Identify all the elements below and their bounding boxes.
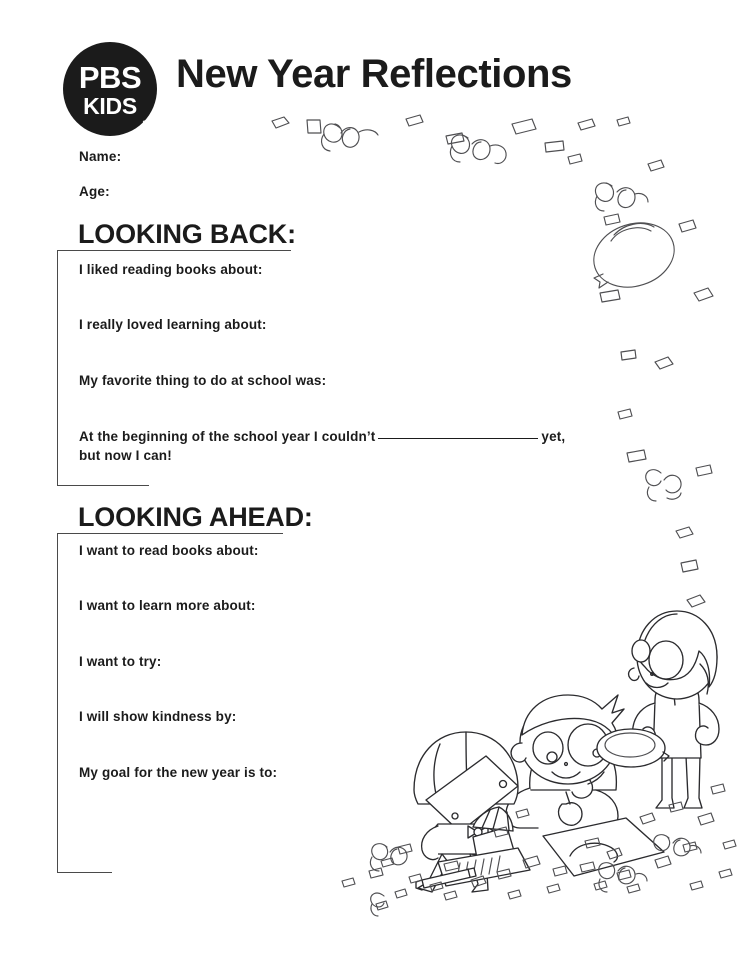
bracket-left-rule	[57, 250, 58, 485]
paper-sheet	[473, 827, 517, 869]
bracket-top-rule	[57, 250, 291, 251]
streamer-curl-icon	[646, 470, 681, 501]
prompt-text-before: At the beginning of the school year I couldn’t	[79, 429, 376, 444]
prompt-want-read-books: I want to read books about:	[79, 543, 259, 558]
fill-in-blank-line[interactable]	[378, 438, 538, 439]
girl-leaning-figure	[414, 732, 518, 892]
prompt-want-to-try: I want to try:	[79, 654, 162, 669]
prompt-goal-new-year: My goal for the new year is to:	[79, 765, 278, 780]
paper-lines	[457, 856, 500, 879]
age-field-label: Age:	[79, 184, 110, 199]
prompt-liked-reading-books: I liked reading books about:	[79, 262, 263, 277]
logo-text-pbs: PBS	[78, 60, 142, 95]
paper-sheet	[543, 818, 664, 876]
streamer-curl-icon	[599, 863, 647, 892]
party-hat-icon	[473, 807, 513, 831]
prompt-text-after: yet,	[541, 429, 566, 444]
boy-kneeling-drawing-figure	[506, 695, 624, 830]
section-heading-looking-ahead: LOOKING AHEAD:	[78, 502, 313, 532]
streamer-curl-icon	[371, 893, 384, 916]
bracket-bottom-rule	[57, 485, 149, 486]
bracket-top-rule	[57, 533, 283, 534]
page-title: New Year Reflections	[176, 52, 572, 96]
pbs-kids-logo	[62, 41, 158, 137]
balloon-icon	[585, 213, 682, 297]
prompt-beginning-of-year	[79, 427, 619, 465]
children-drawing-illustration	[414, 611, 719, 892]
logo-trademark: SM	[142, 121, 152, 127]
streamer-curl-icon	[654, 835, 701, 856]
prompt-favorite-school-thing: My favorite thing to do at school was:	[79, 373, 327, 388]
confetti-top-group	[272, 115, 664, 211]
bracket-bottom-rule	[57, 872, 112, 873]
streamer-curl-icon	[595, 183, 648, 211]
plate-icon	[597, 729, 669, 767]
confetti-right-group	[600, 214, 713, 607]
section-heading-looking-back: LOOKING BACK:	[78, 219, 296, 249]
pencil-icon	[416, 868, 476, 890]
streamer-curl-icon	[370, 844, 407, 871]
streamer-curl-icon	[450, 135, 506, 164]
logo-text-kids: KIDS	[83, 93, 137, 119]
girl-standing-figure	[629, 611, 719, 808]
streamer-curl-icon	[322, 124, 378, 151]
confetti-bottom-group	[342, 784, 736, 916]
prompt-text-line2: but now I can!	[79, 448, 172, 463]
prompt-show-kindness: I will show kindness by:	[79, 709, 237, 724]
prompt-want-learn-more: I want to learn more about:	[79, 598, 256, 613]
paper-sheet	[438, 848, 530, 886]
bracket-looking-ahead	[57, 533, 357, 873]
prompt-loved-learning: I really loved learning about:	[79, 317, 267, 332]
bracket-left-rule	[57, 533, 58, 872]
name-field-label: Name:	[79, 149, 122, 164]
